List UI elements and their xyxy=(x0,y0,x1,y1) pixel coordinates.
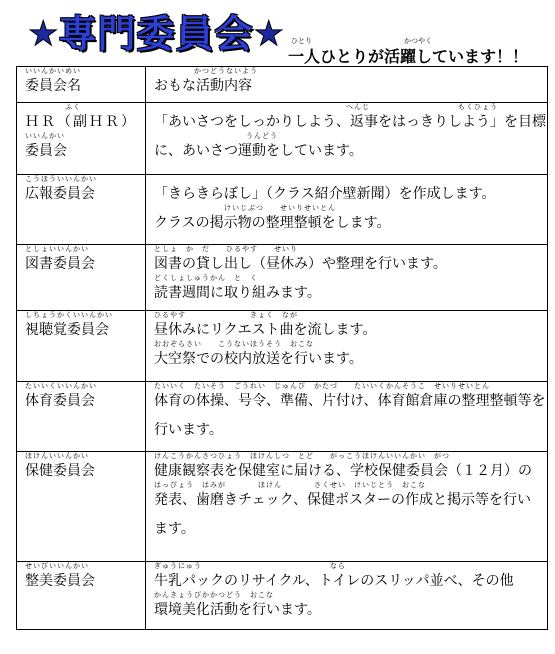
subtitle-ruby-katsuyaku: かつやく xyxy=(404,37,432,45)
committee-name-cell: たいいくいいんかい 体育委員会 xyxy=(17,382,146,452)
committee-name-cell: としょいいんかい 図書委員会 xyxy=(17,245,146,311)
title-text: 専門委員会 xyxy=(58,12,254,56)
committee-name-cell: ふく ＨＲ（副ＨＲ） いいんかい 委員会 xyxy=(17,103,146,175)
subtitle-ruby-hito: ひとり xyxy=(291,37,312,45)
table-row xyxy=(17,452,548,562)
table-header-row xyxy=(17,67,548,103)
star-icon: ★ xyxy=(28,14,59,54)
activity-cell: けんこうかんさつひょう ほけんしつ とど がっこうほけんいいんかい がつ 健康観察表を保健室に届ける、学校保健委員会（１２月）の はっぴょう はみが ほけん さくせい けいじとう おこな 発表、歯磨きチェック、保健ポスターの作成と掲示等を行い ます。 xyxy=(146,452,548,562)
table-row xyxy=(17,245,548,311)
table-row xyxy=(17,175,548,245)
header-activity: かつどうないよう おもな活動内容 xyxy=(146,67,548,103)
table-row xyxy=(17,311,548,382)
committee-name-cell: こうほういいんかい 広報委員会 xyxy=(17,175,146,245)
committee-name-cell: しちょうかくいいんかい 視聴覚委員会 xyxy=(17,311,146,382)
page-header xyxy=(0,0,555,66)
committee-name-cell: せいびいいんかい 整美委員会 xyxy=(17,562,146,630)
committee-table xyxy=(16,66,548,630)
star-icon: ★ xyxy=(253,14,284,54)
activity-cell: 「きらきらぼし」（クラス紹介壁新聞）を作成します。 けいじぶつ せいりせいとん クラスの掲示物の整理整頓をします。 xyxy=(146,175,548,245)
activity-cell: としょ か だ ひるやす せいり 図書の貸し出し（昼休み）や整理を行います。 どくしょしゅうかん と く 読書週間に取り組みます。 xyxy=(146,245,548,311)
table-row xyxy=(17,382,548,452)
committee-name-cell: ほけんいいんかい 保健委員会 xyxy=(17,452,146,562)
header-committee-name: いいんかいめい 委員会名 xyxy=(17,67,146,103)
table-row xyxy=(17,103,548,175)
page-title xyxy=(28,6,284,62)
activity-cell: ひるやす きょく なが 昼休みにリクエスト曲を流します。 おおぞらさい こうないほうそう おこな 大空祭での校内放送を行います。 xyxy=(146,311,548,382)
activity-cell: ぎゅうにゅう なら 牛乳パックのリサイクル、トイレのスリッパ並べ、その他 かんきょうびかかつどう おこな 環境美化活動を行います。 xyxy=(146,562,548,630)
page-subtitle: 一人ひとりが活躍しています！！ xyxy=(288,47,529,66)
table-row xyxy=(17,562,548,630)
activity-cell: たいいく たいそう ごうれい じゅんび かたづ たいいくかんそうこ せいりせいとん 体育の体操、号令、準備、片付け、体育館倉庫の整理整頓等を 行います。 xyxy=(146,382,548,452)
activity-cell: へんじ もくひょう 「あいさつをしっかりしよう、返事をはっきりしよう」を目標 うんどう に、あいさつ運動をしています。 xyxy=(146,103,548,175)
